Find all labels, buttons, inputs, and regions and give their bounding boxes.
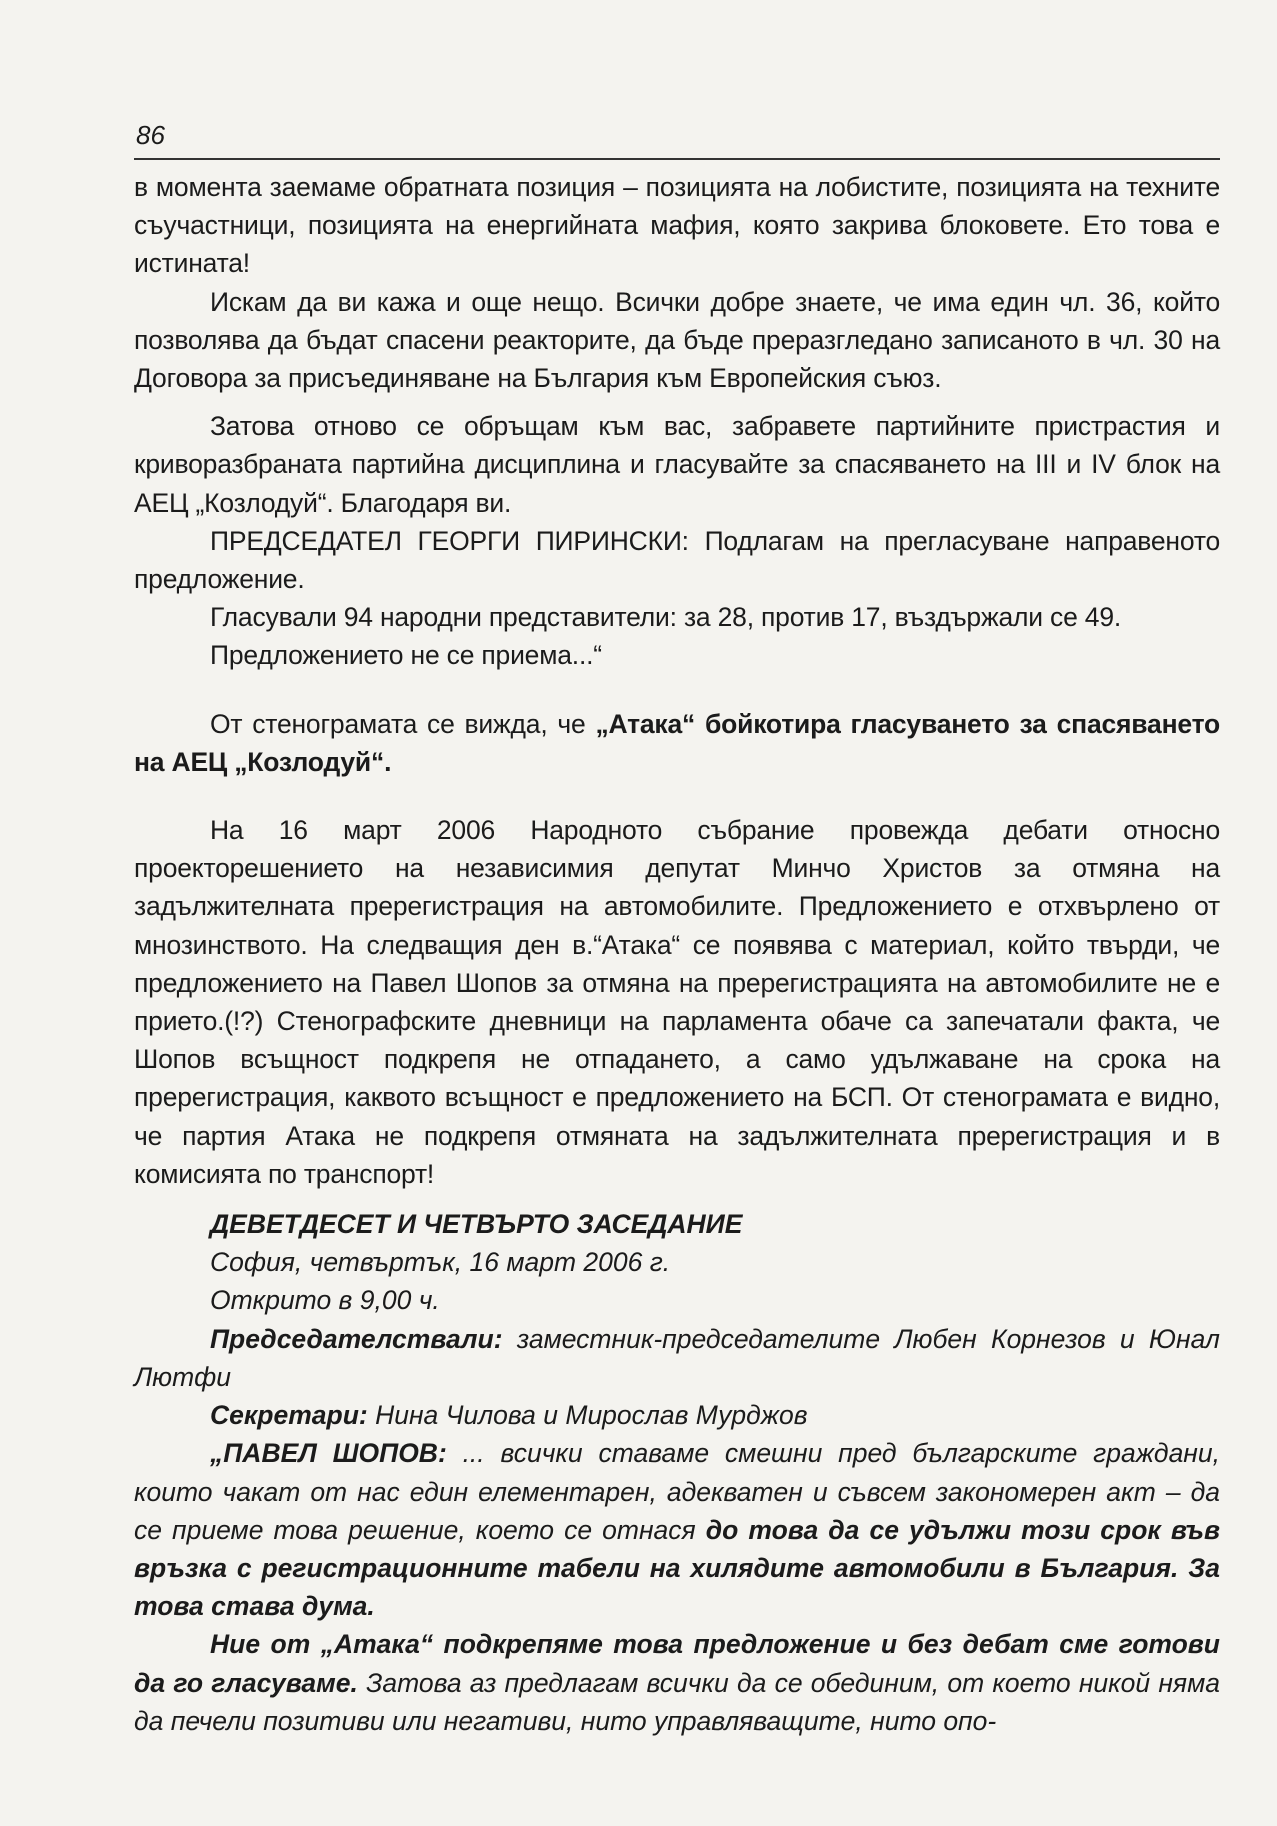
speech-2 — [134, 1625, 1220, 1740]
spacer — [134, 675, 1220, 705]
paragraph-1: в момента заемаме обратната позиция – позицията на лобистите, позицията на техните съучастници, позицията на енергийната мафия, която закрива блоковете. Ето това е истината! — [134, 172, 1220, 279]
speech-1 — [134, 1434, 1220, 1625]
paragraph-7 — [134, 705, 1220, 781]
page-number: 86 — [136, 120, 165, 150]
paragraph-7-bold: „Атака“ бойкотира гласуването за спасяването на АЕЦ „Козлодуй“. — [134, 708, 1220, 777]
paragraph-8: На 16 март 2006 Народното събрание провежда дебати относно проекторешението на независимия депутат Минчо Христов за отмяна на задължителната пререгистрация на автомобилите. Предложението е отхвърлено от мнозинството. На следващия ден в.“Атака“ се появява с материал, който твърди, че предложението на Павел Шопов за отмяна на пререгистрацията на автомобилите не е прието.(!?) Стенографските дневници на парламента обаче са запечатали факта, че Шопов всъщност подкрепя не отпадането, а само удължаване на срока на пререгистрация, каквото всъщност е предложението на БСП. От стенограмата е видно, че партия Атака не подкрепя отмяната на задължителната пререгистрация и в комисията по транспорт! — [134, 815, 1220, 1189]
session-chairs — [134, 1320, 1220, 1396]
speech-bold-1: до това да се удължи този срок във връзка с регистрационните табели на хилядите автомобили в България. За това става дума. — [134, 1514, 1220, 1622]
paragraph-2: Искам да ви кажа и още нещо. Всички добре знаете, че има един чл. 36, който позволява да бъдат спасени реакторите, да бъде преразгледано записаното в чл. 30 на Договора за присъединяване на България към Европейския съюз. — [134, 286, 1220, 394]
speech-text-2: Затова аз предлагам всички да се обединим, от което никой няма да печели позитиви или негативи, нито управляващите, нито опо- — [134, 1667, 1220, 1736]
session-heading: ДЕВЕТДЕСЕТ И ЧЕТВЪРТО ЗАСЕДАНИЕ — [210, 1209, 743, 1240]
session-opened: Открито в 9,00 ч. — [210, 1285, 440, 1316]
session-secretaries — [134, 1396, 1220, 1434]
paragraph-7-text: От стенограмата се вижда, че — [210, 708, 596, 739]
session-place-date: София, четвъртък, 16 март 2006 г. — [210, 1247, 671, 1278]
spacer — [134, 781, 1220, 811]
paragraph-5: Гласували 94 народни представители: за 28, против 17, въздържали се 49. — [210, 602, 1122, 633]
chairs-label: Председателствали: — [210, 1323, 503, 1354]
speaker-label: „ПАВЕЛ ШОПОВ: — [210, 1438, 447, 1469]
paragraph-6: Предложението не се приема...“ — [210, 640, 602, 671]
speech-bold-2: Ние от „Атака“ подкрепяме това предложение и без дебат сме готови да го гласуваме. — [134, 1629, 1220, 1698]
secretaries-label: Секретари: — [210, 1400, 368, 1431]
paragraph-4: ПРЕДСЕДАТЕЛ ГЕОРГИ ПИРИНСКИ: Подлагам на прегласуване направеното предложение. — [134, 525, 1220, 595]
paragraph-3: Затова отново се обръщам към вас, забравете партийните пристрастия и криворазбраната партийна дисциплина и гласувайте за спасяването на III и IV блок на АЕЦ „Козлодуй“. Благодаря ви. — [134, 411, 1220, 518]
document-page — [134, 118, 1220, 1740]
chairs-text: заместник-председателите Любен Корнезов и Юнал Лютфи — [134, 1323, 1220, 1392]
secretaries-text: Нина Чилова и Мирослав Мурджов — [367, 1400, 808, 1431]
header-rule — [134, 158, 1220, 160]
speech-text-1: ... всички ставаме смешни пред българските граждани, които чакат от нас един елементарен, адекватен и съвсем закономерен акт – да се приеме това решение, което се отнася — [134, 1438, 1220, 1545]
